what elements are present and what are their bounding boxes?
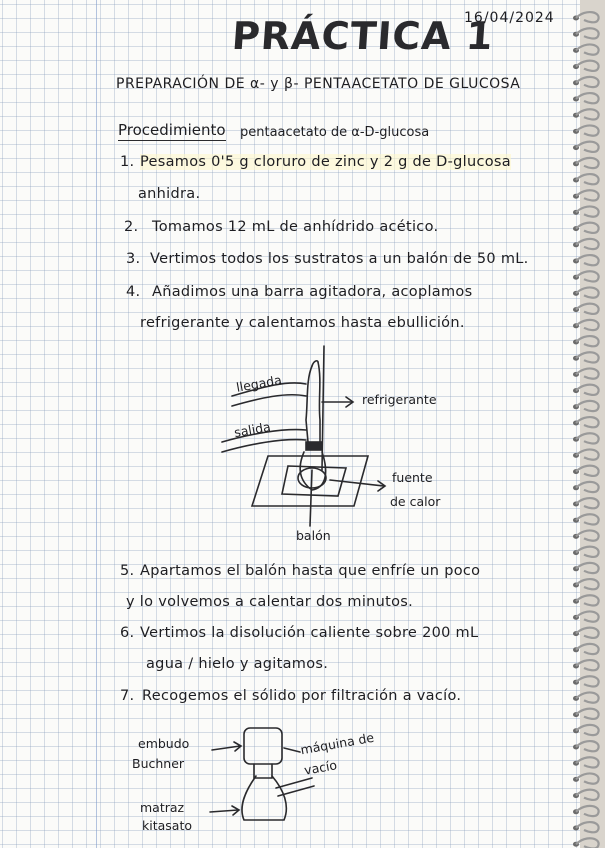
step-number: 6. xyxy=(120,625,135,641)
step-text-continued: refrigerante y calentamos hasta ebullición. xyxy=(140,315,465,331)
step-text-continued: anhidra. xyxy=(138,186,201,202)
label-de-calor: de calor xyxy=(390,494,441,509)
procedure-subheading: pentaacetato de α-D-glucosa xyxy=(240,125,430,140)
step-number: 3. xyxy=(126,251,141,267)
step-text: Pesamos 0'5 g cloruro de zinc y 2 g de D-glucosa xyxy=(140,154,511,170)
step-number: 4. xyxy=(126,284,141,300)
step-number: 1. xyxy=(120,154,135,170)
step-text: Apartamos el balón hasta que enfríe un poco xyxy=(140,563,481,579)
step-number: 2. xyxy=(124,219,139,235)
step-text: Vertimos todos los sustratos a un balón de 50 mL. xyxy=(150,251,529,267)
step-number: 7. xyxy=(120,688,135,704)
procedure-heading: Procedimiento xyxy=(118,121,226,139)
label-fuente: fuente xyxy=(392,470,433,485)
step-text: Tomamos 12 mL de anhídrido acético. xyxy=(152,219,439,235)
page-title: PRÁCTICA 1 xyxy=(230,14,495,58)
spiral-binding xyxy=(572,0,605,848)
label-kitasato: kitasato xyxy=(142,818,192,833)
label-buchner: Buchner xyxy=(132,756,185,771)
page-date: 16/04/2024 xyxy=(464,10,555,26)
step-text: Recogemos el sólido por filtración a vacío. xyxy=(142,688,462,704)
label-salida: salida xyxy=(232,418,272,441)
step-text: Vertimos la disolución caliente sobre 200 mL xyxy=(140,625,479,641)
step-number: 5. xyxy=(120,563,135,579)
step-text-continued: agua / hielo y agitamos. xyxy=(146,656,329,672)
step-text: Añadimos una barra agitadora, acoplamos xyxy=(152,284,473,300)
step-text-continued: y lo volvemos a calentar dos minutos. xyxy=(126,594,414,610)
label-embudo: embudo xyxy=(138,736,190,751)
page-subtitle: PREPARACIÓN DE α- y β- PENTAACETATO DE GLUCOSA xyxy=(116,76,521,92)
label-matraz: matraz xyxy=(140,800,185,815)
label-refrigerante: refrigerante xyxy=(362,392,437,407)
label-balon: balón xyxy=(296,528,331,543)
label-llegada: llegada xyxy=(235,372,283,395)
label-vacio: vacío xyxy=(302,757,339,778)
label-maquina: máquina de xyxy=(299,729,376,758)
